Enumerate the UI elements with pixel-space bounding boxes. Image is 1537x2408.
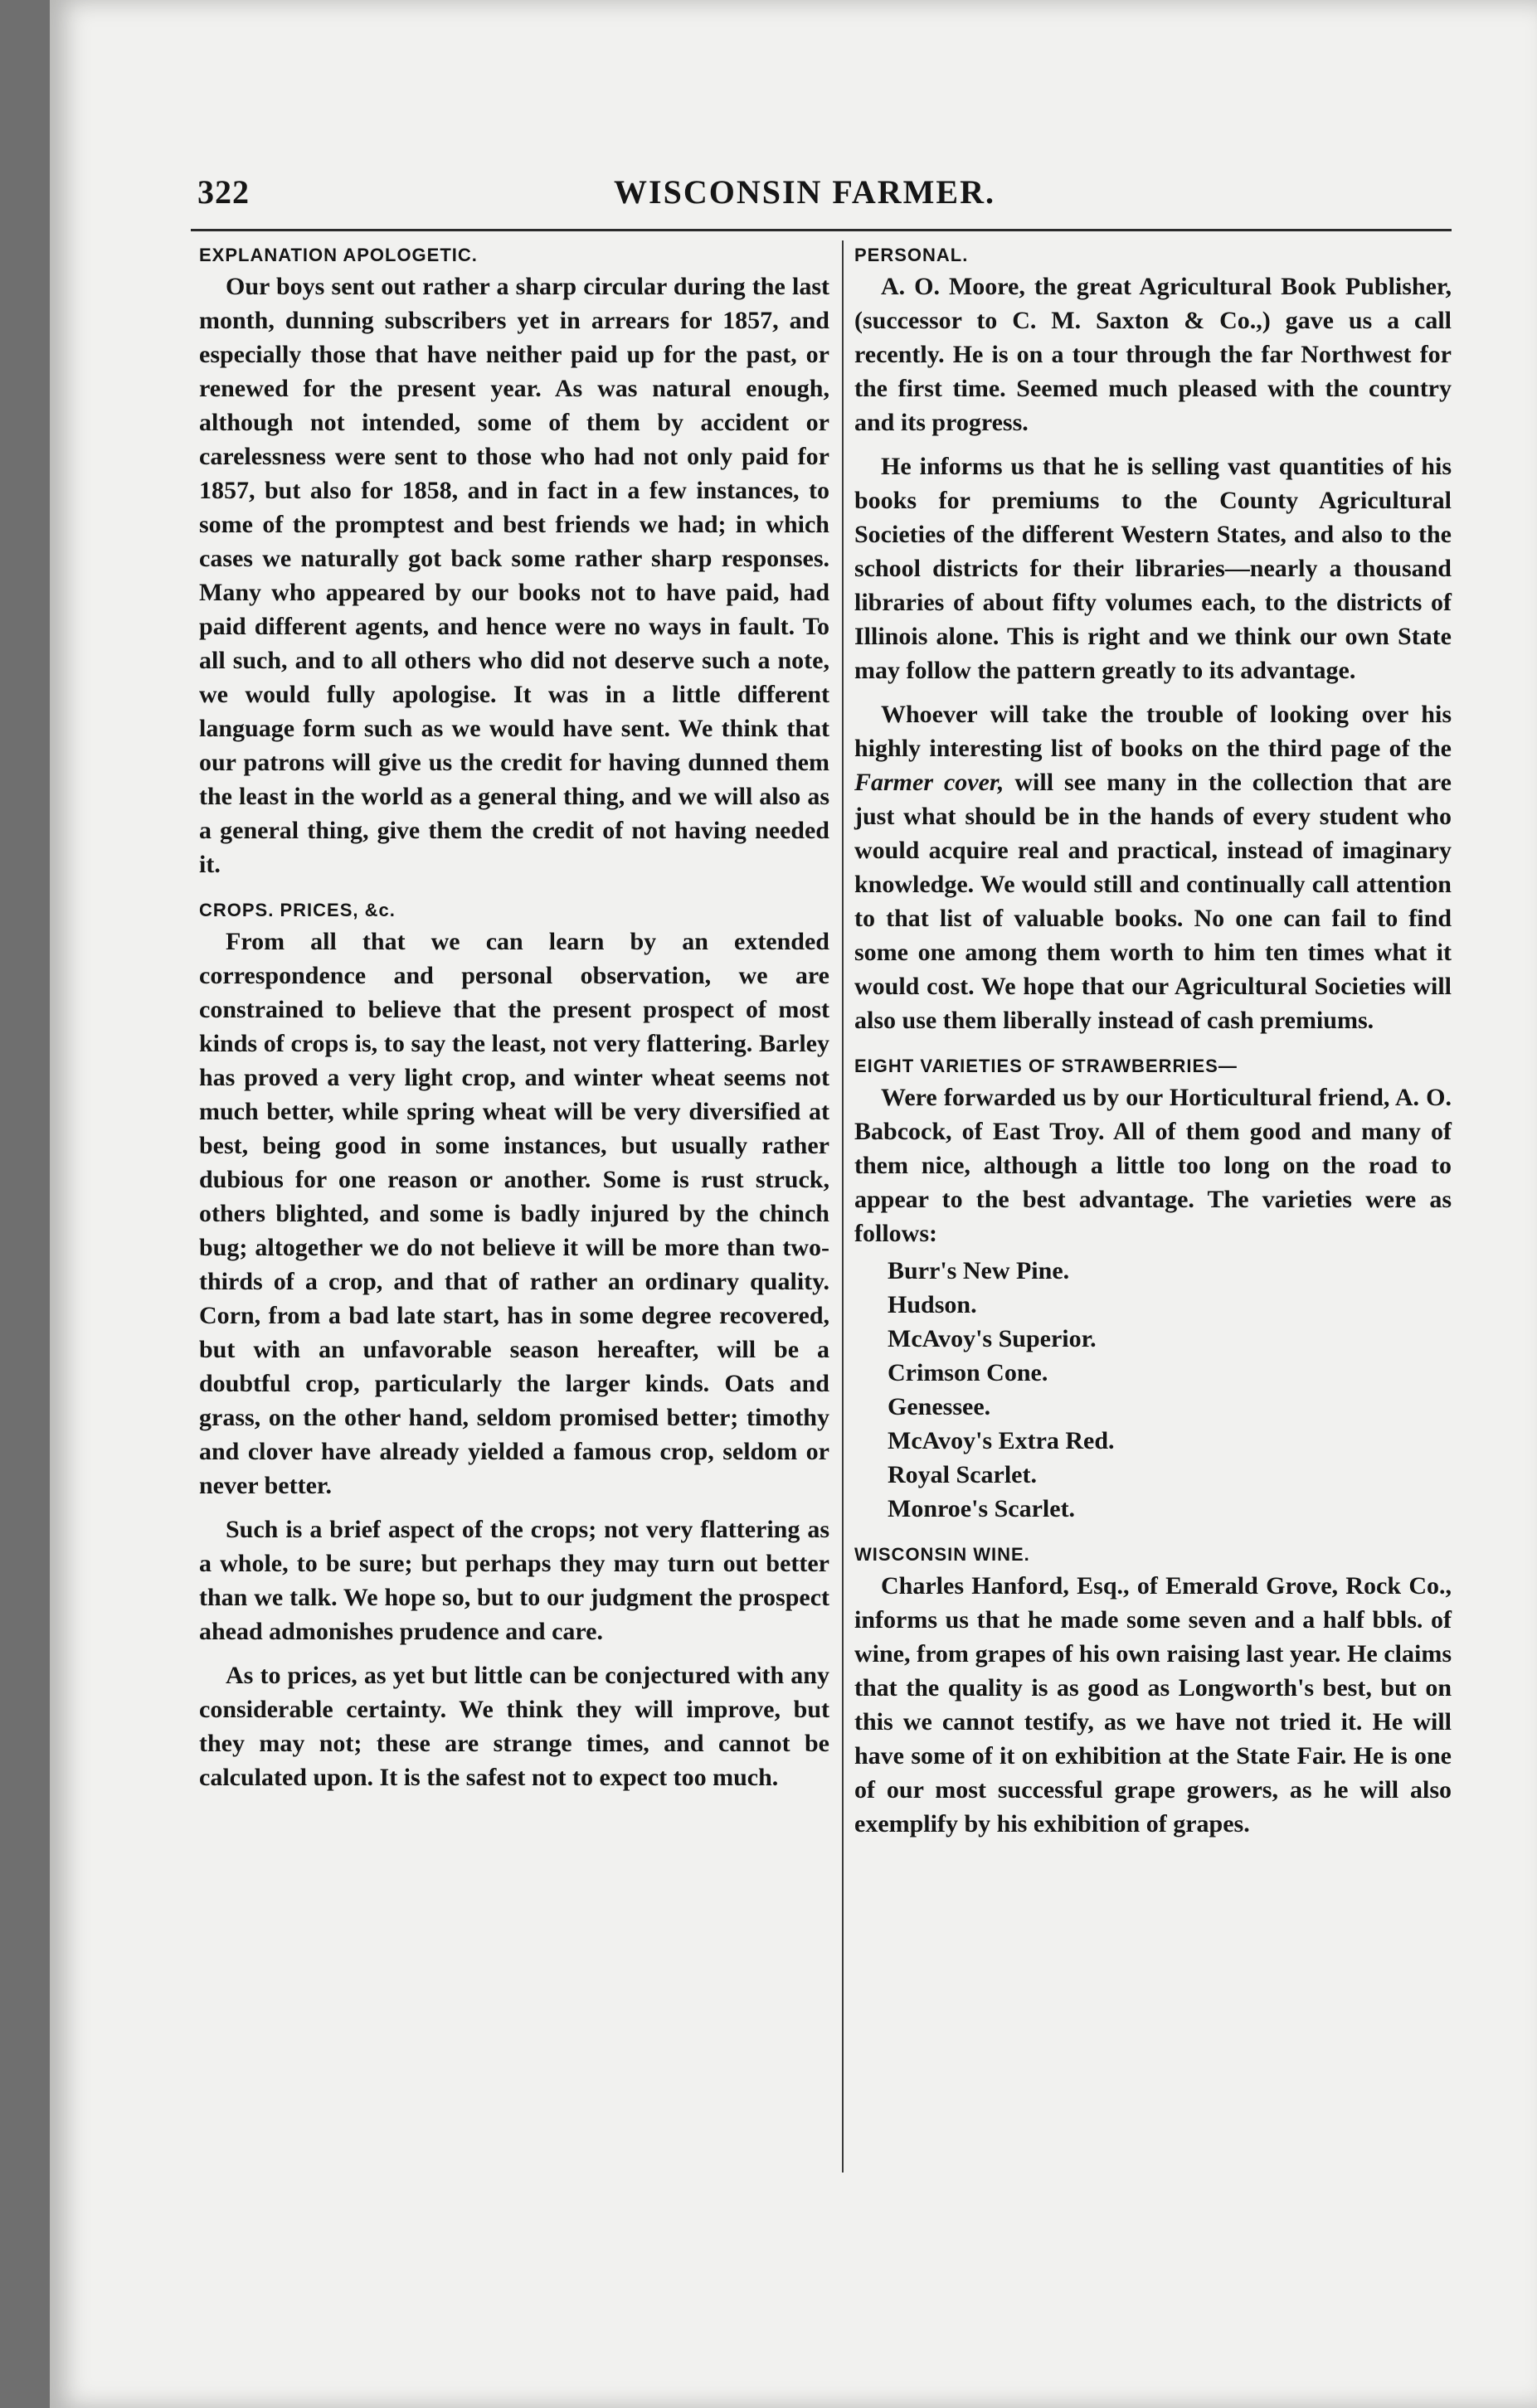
list-item: McAvoy's Extra Red. bbox=[888, 1427, 1115, 1454]
crops-paragraph-3: As to prices, as yet but little can be conjectured with any considerable certainty. We think they will improve, but they may not; these are strange times, and cannot be calculated upon. It is the safest not to expect too much. bbox=[199, 1662, 829, 1791]
heading-strawberries: EIGHT VARIETIES OF STRAWBERRIES— bbox=[854, 1056, 1238, 1076]
column-divider bbox=[842, 240, 844, 2173]
crops-paragraph-1: From all that we can learn by an extended correspondence and personal observation, we are constrained to believe that the present prospect of most kinds of crops is, to say the least, not very flattering. Barley has proved a very light crop, and winter wheat seems not much better, while spring wheat will be very diversified at best, being good in some instances, but usually rather dubious for one reason or another. Some is rust struck, others blighted, and some is badly injured by the chinch bug; altogether we do not believe it will be more than two-thirds of a crop, and that of rather an ordinary quality. Corn, from a bad late start, has in some degree recovered, but with an unfavorable season hereafter, will be a doubtful crop, particularly the larger kinds. Oats and grass, on the other hand, seldom promised better; timothy and clover have already yielded a famous crop, seldom or never better. bbox=[199, 928, 829, 1499]
header-rule bbox=[191, 229, 1452, 231]
strawberry-variety-list bbox=[854, 1254, 1452, 1526]
left-column bbox=[199, 245, 829, 1794]
wine-paragraph: Charles Hanford, Esq., of Emerald Grove, Rock Co., informs us that he made some seven and a half bbls. of wine, from grapes of his own raising last year. He claims that the quality is as good as Longworth's best, but on this we cannot testify, as we have not tried it. He will have some of it on exhibition at the State Fair. He is one of our most successful grape growers, as he will also exemplify by his exhibition of grapes. bbox=[854, 1572, 1452, 1838]
crops-paragraph-2: Such is a brief aspect of the crops; not very flattering as a whole, to be sure; but perhaps they may turn out better than we talk. We hope so, but to our judgment the prospect ahead admonishes prudence and care. bbox=[199, 1516, 829, 1645]
personal-paragraph-2: He informs us that he is selling vast quantities of his books for premiums to the County Agricultural Societies of the different Western States, and also to the school districts for their libraries—nearly a thousand libraries of about fifty volumes each, to the districts of Illinois alone. This is right and we think our own State may follow the pattern greatly to its advantage. bbox=[854, 453, 1452, 684]
personal-paragraph-3 bbox=[854, 697, 1452, 1037]
personal-p3-text-end: will see many in the collection that are just what should be in the hands of every student who would acquire real and practical, instead of imaginary knowledge. We would still and continually call attention to that list of valuable books. No one can fail to find some one among them worth to him ten times what it would cost. We hope that our Agricultural Societies will also use them liberally instead of cash premiums. bbox=[854, 769, 1452, 1034]
page bbox=[50, 0, 1537, 2408]
list-item: Monroe's Scarlet. bbox=[888, 1495, 1076, 1522]
right-column bbox=[854, 245, 1452, 1841]
list-item: Royal Scarlet. bbox=[888, 1461, 1037, 1488]
strawberries-paragraph: Were forwarded us by our Horticultural friend, A. O. Babcock, of East Troy. All of them good and many of them nice, although a little too long on the road to appear to the best advantage. The varieties were as follows: bbox=[854, 1084, 1452, 1247]
heading-wine: WISCONSIN WINE. bbox=[854, 1544, 1030, 1565]
list-item: Crimson Cone. bbox=[888, 1359, 1048, 1386]
list-item: McAvoy's Superior. bbox=[888, 1325, 1097, 1352]
farmer-cover-italic: Farmer cover, bbox=[854, 769, 1004, 796]
page-number: 322 bbox=[197, 173, 250, 211]
heading-explanation: EXPLANATION APOLOGETIC. bbox=[199, 245, 478, 265]
list-item: Genessee. bbox=[888, 1393, 991, 1420]
heading-personal: PERSONAL. bbox=[854, 245, 969, 265]
explanation-paragraph: Our boys sent out rather a sharp circular during the last month, dunning subscribers yet in arrears for 1857, and especially those that have neither paid up for the past, or renewed for the present year. As was natural enough, although not intended, some of them by accident or carelessness were sent to those who had not only paid for 1857, but also for 1858, and in fact in a few instances, to some of the promptest and best friends we had; in which cases we naturally got back some rather sharp responses. Many who appeared by our books not to have paid, had paid different agents, and hence were no ways in fault. To all such, and to all others who did not deserve such a note, we would fully apologise. It was in a little different language form such as we would have sent. We think that our patrons will give us the credit for having dunned them the least in the world as a general thing, and we will also as a general thing, give them the credit of not having needed it. bbox=[199, 273, 829, 878]
running-title: WISCONSIN FARMER. bbox=[614, 173, 995, 211]
personal-p3-text-start: Whoever will take the trouble of looking over his highly interesting list of books on the third page of the bbox=[854, 701, 1452, 762]
heading-crops: CROPS. PRICES, &c. bbox=[199, 900, 396, 920]
list-item: Burr's New Pine. bbox=[888, 1257, 1070, 1284]
list-item: Hudson. bbox=[888, 1291, 977, 1318]
personal-paragraph-1: A. O. Moore, the great Agricultural Book Publisher, (successor to C. M. Saxton & Co.,) gave us a call recently. He is on a tour through the far Northwest for the first time. Seemed much pleased with the country and its progress. bbox=[854, 273, 1452, 436]
